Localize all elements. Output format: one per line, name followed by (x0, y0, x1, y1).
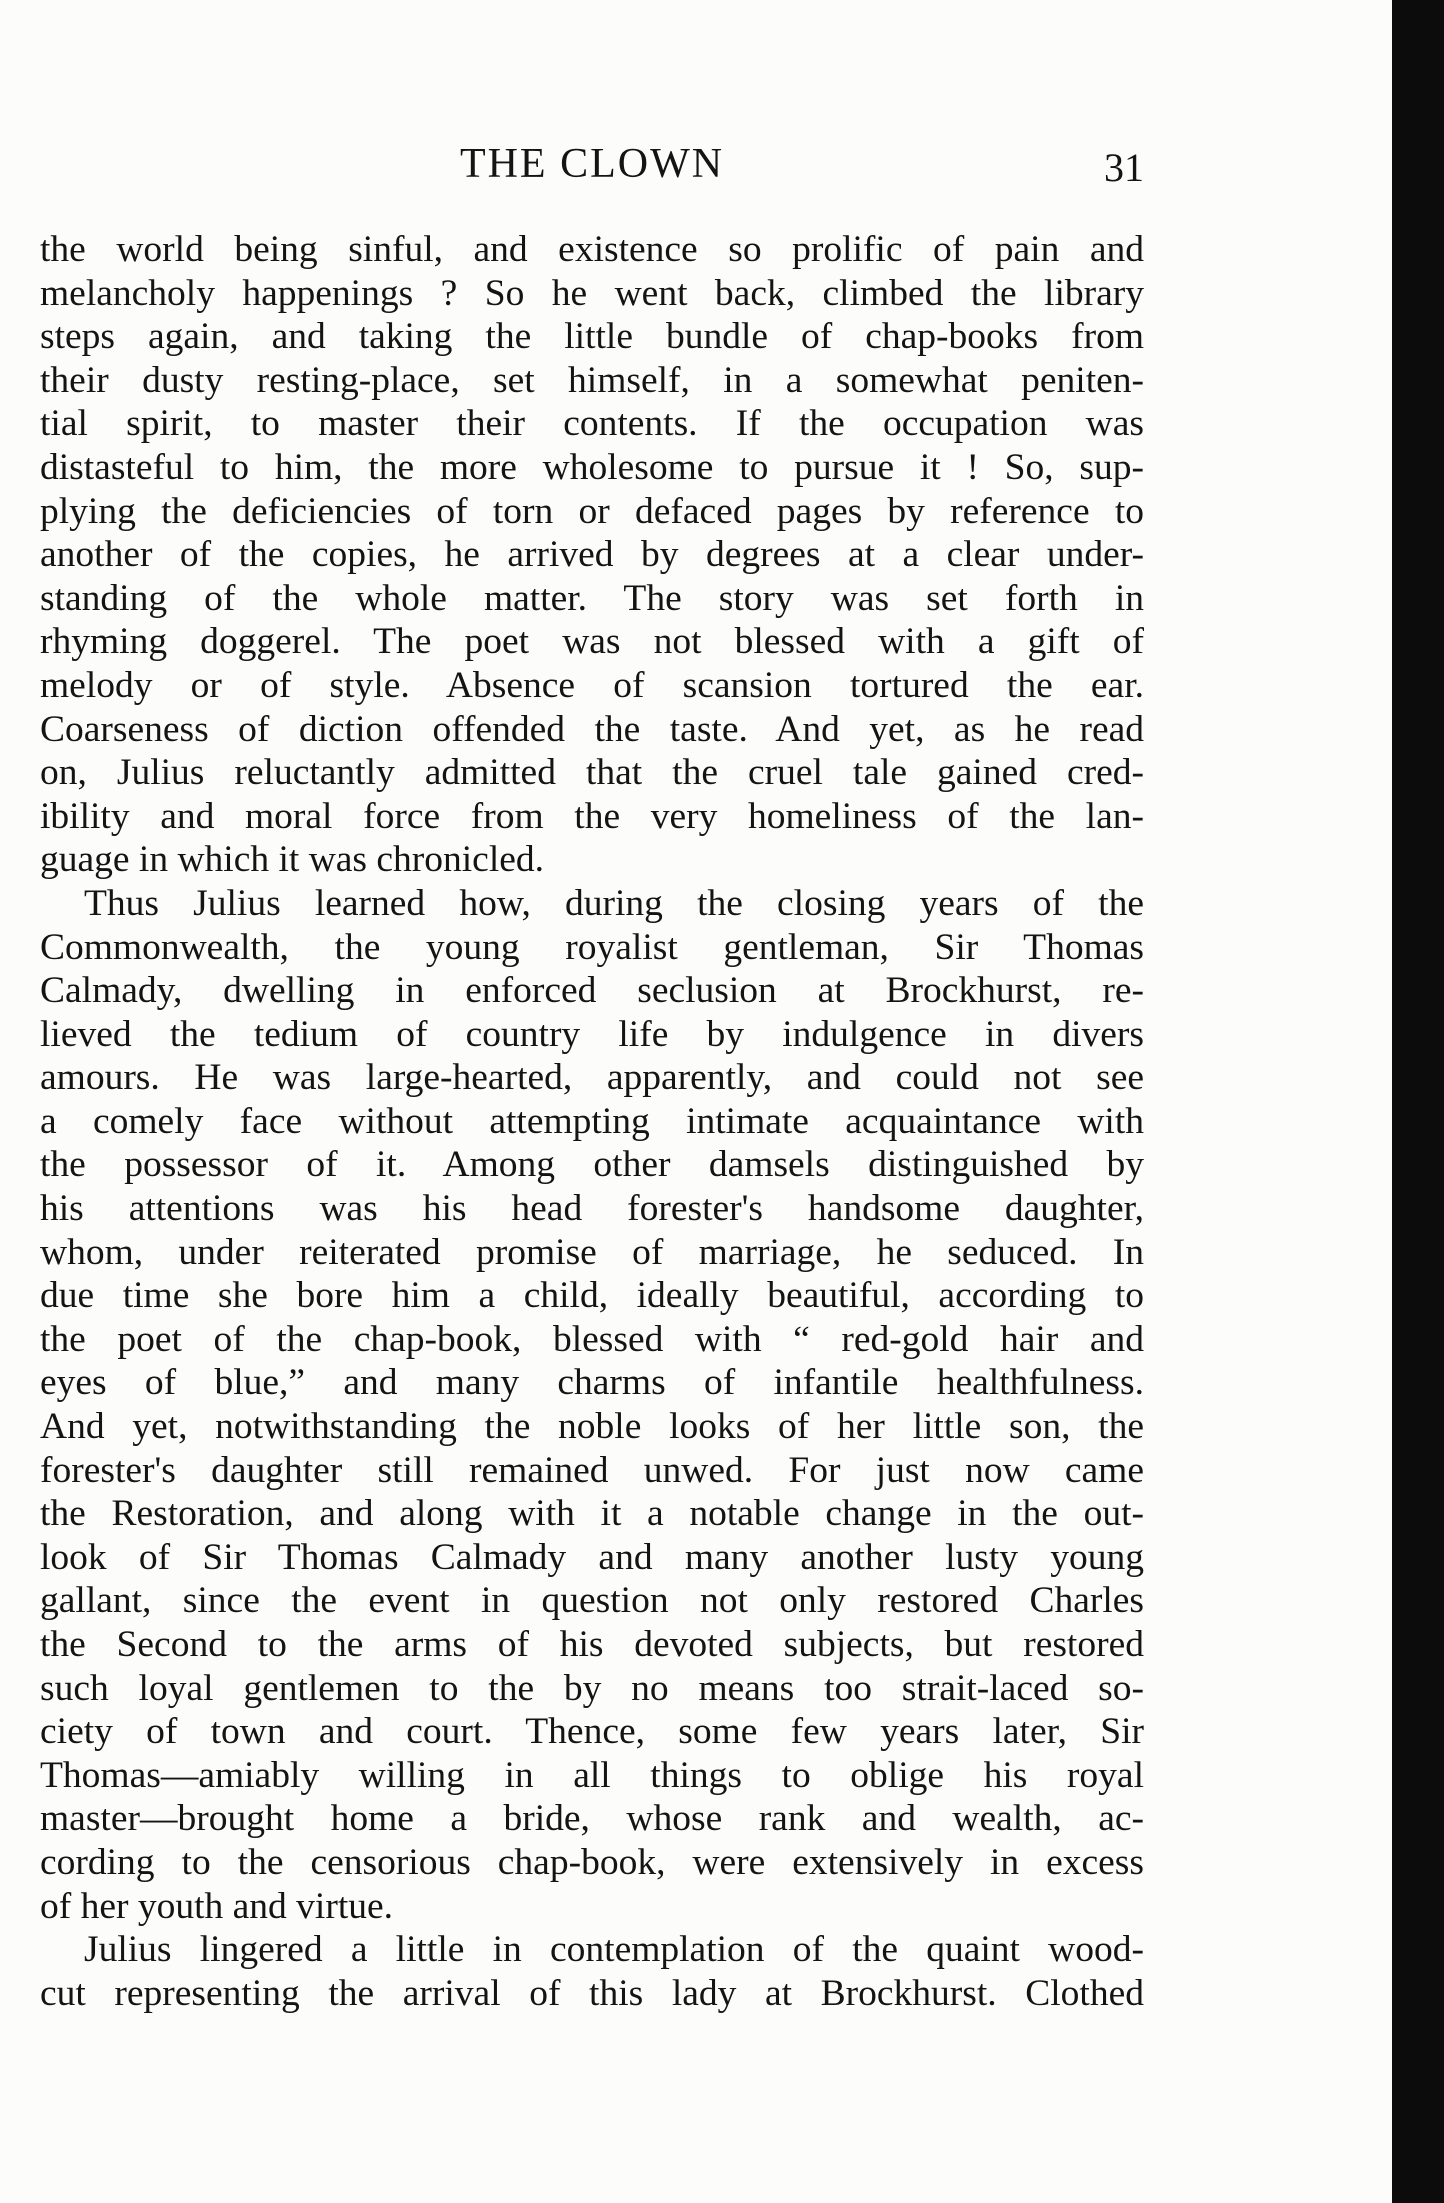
body-text (40, 228, 1144, 2015)
text-line: steps again, and taking the little bundle of chap-books from (40, 316, 1144, 358)
text-line: melody or of style. Absence of scansion tortured the ear. (40, 664, 1144, 706)
text-line: amours. He was large-hearted, apparently, and could not see (40, 1057, 1144, 1099)
text-line: Coarseness of diction offended the taste. And yet, as he read (40, 708, 1144, 750)
text-line: his attentions was his head forester's handsome daughter, (40, 1188, 1144, 1230)
running-title: THE CLOWN (459, 141, 725, 187)
text-line: whom, under reiterated promise of marriage, he seduced. In (40, 1231, 1144, 1273)
text-line: their dusty resting-place, set himself, in a somewhat peniten- (40, 359, 1144, 401)
text-line: rhyming doggerel. The poet was not blessed with a gift of (40, 621, 1144, 663)
text-line: guage in which it was chronicled. (40, 839, 545, 881)
text-line: Calmady, dwelling in enforced seclusion at Brockhurst, re- (40, 970, 1144, 1012)
text-line: due time she bore him a child, ideally beautiful, according to (40, 1275, 1144, 1317)
text-line: Commonwealth, the young royalist gentleman, Sir Thomas (40, 926, 1144, 968)
text-line: ciety of town and court. Thence, some few years later, Sir (40, 1711, 1144, 1753)
text-line: the poet of the chap-book, blessed with “ red-gold hair and (40, 1318, 1144, 1360)
text-line: melancholy happenings ? So he went back, climbed the library (40, 272, 1144, 314)
text-line: the possessor of it. Among other damsels distinguished by (40, 1144, 1144, 1186)
scan-edge-shadow (1392, 0, 1444, 2203)
text-line: Thomas—amiably willing in all things to oblige his royal (40, 1754, 1144, 1796)
text-line: standing of the whole matter. The story was set forth in (40, 577, 1144, 619)
text-line: gallant, since the event in question not only restored Charles (40, 1580, 1144, 1622)
text-line: on, Julius reluctantly admitted that the cruel tale gained cred- (40, 752, 1144, 794)
text-line: ibility and moral force from the very homeliness of the lan- (40, 795, 1144, 837)
page-number: 31 (1104, 145, 1144, 190)
text-line: tial spirit, to master their contents. If the occupation was (40, 403, 1144, 445)
text-line: distasteful to him, the more wholesome to pursue it ! So, sup- (40, 446, 1144, 488)
text-line: lieved the tedium of country life by indulgence in divers (40, 1013, 1144, 1055)
text-line: the Restoration, and along with it a notable change in the out- (40, 1493, 1144, 1535)
paragraph-first-line: Thus Julius learned how, during the closing years of the (84, 882, 1144, 924)
text-line: plying the deficiencies of torn or defaced pages by reference to (40, 490, 1144, 532)
text-line: another of the copies, he arrived by degrees at a clear under- (40, 534, 1144, 576)
paragraph-first-line: Julius lingered a little in contemplation of the quaint wood- (84, 1929, 1144, 1971)
text-line: cut representing the arrival of this lady at Brockhurst. Clothed (40, 1972, 1144, 2014)
text-line: the world being sinful, and existence so prolific of pain and (40, 229, 1144, 270)
text-line: a comely face without attempting intimate acquaintance with (40, 1100, 1144, 1142)
text-line: master—brought home a bride, whose rank and wealth, ac- (40, 1798, 1144, 1840)
text-line: such loyal gentlemen to the by no means too strait-laced so- (40, 1667, 1144, 1709)
text-line: the Second to the arms of his devoted subjects, but restored (40, 1624, 1144, 1665)
text-line: eyes of blue,” and many charms of infantile healthfulness. (40, 1362, 1144, 1404)
text-line: And yet, notwithstanding the noble looks of her little son, the (40, 1406, 1144, 1448)
text-line: look of Sir Thomas Calmady and many another lusty young (40, 1536, 1144, 1578)
text-line: forester's daughter still remained unwed. For just now came (40, 1449, 1144, 1491)
text-line: cording to the censorious chap-book, were extensively in excess (40, 1841, 1144, 1883)
page-header (40, 138, 1144, 190)
text-line: of her youth and virtue. (40, 1885, 394, 1927)
